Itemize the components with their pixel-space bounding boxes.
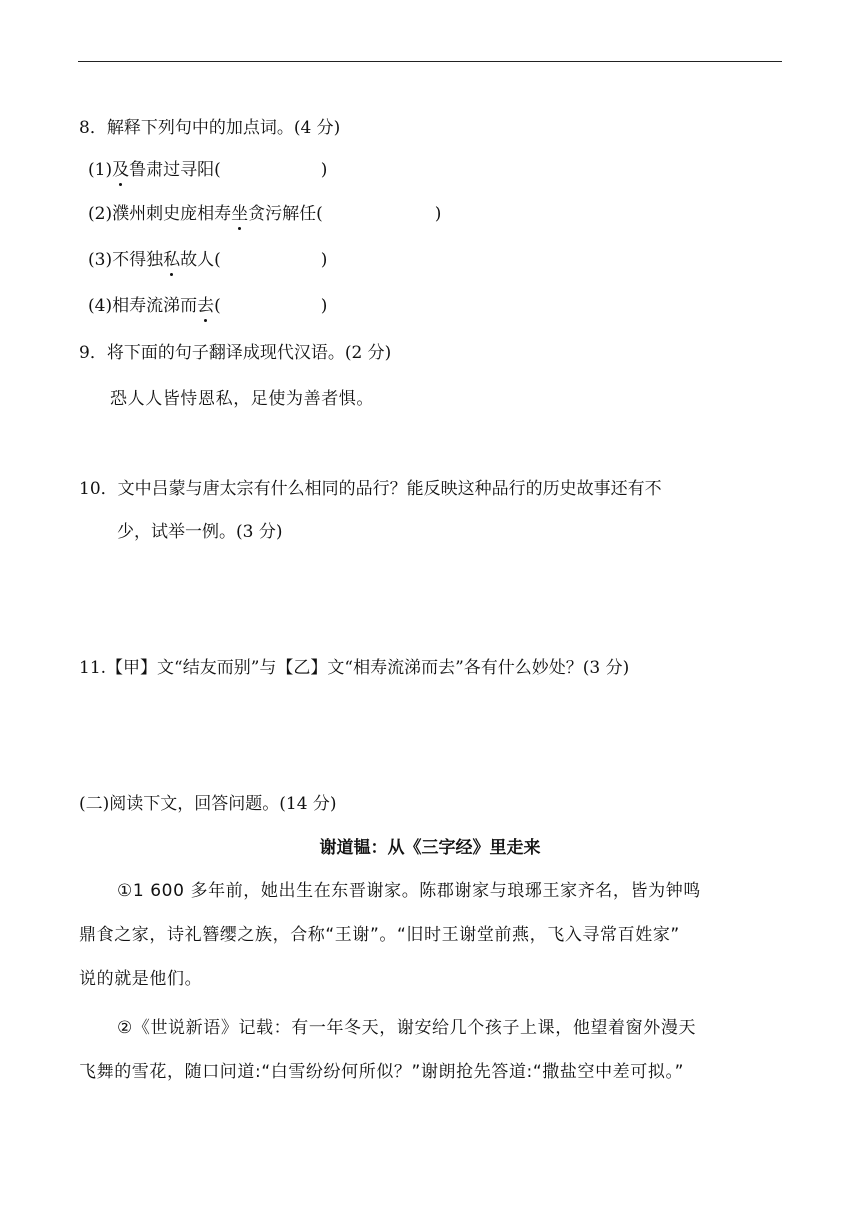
item-text: 鲁肃过寻阳( [129, 160, 221, 180]
dotted-word: 去 [197, 296, 215, 316]
item-close: ) [320, 296, 328, 316]
dotted-word: 及 [112, 160, 130, 180]
paragraph-1-line-3: 说的就是他们。 [79, 969, 203, 989]
passage-title: 谢道韫：从《三字经》里走来 [319, 838, 541, 858]
question-10-line-1: 10．文中吕蒙与唐太宗有什么相同的品行？能反映这种品行的历史故事还有不 [79, 479, 662, 499]
paragraph-1-line-2: 鼎食之家，诗礼簪缨之族，合称“王谢”。“旧时王谢堂前燕，飞入寻常百姓家” [79, 925, 680, 945]
section-2-heading: (二)阅读下文，回答问题。(14 分) [79, 794, 337, 814]
item-close: ) [320, 250, 328, 270]
item-prefix: (2)濮州刺史庞相寿 [88, 204, 232, 224]
paragraph-2-line-2: 飞舞的雪花，随口问道:“白雪纷纷何所似？”谢朗抢先答道:“撒盐空中差可拟。” [79, 1062, 684, 1082]
question-8-stem: 8．解释下列句中的加点词。(4 分) [79, 118, 341, 138]
item-text: ( [214, 296, 221, 316]
item-close: ) [434, 204, 442, 224]
item-close: ) [320, 160, 328, 180]
item-prefix: (3)不得独 [88, 250, 164, 270]
item-text: 故人( [180, 250, 221, 270]
question-8-item-1 [88, 158, 327, 182]
question-9-stem: 9．将下面的句子翻译成现代汉语。(2 分) [79, 343, 392, 363]
item-prefix: (1) [88, 160, 113, 180]
item-prefix: (4)相寿流涕而 [88, 296, 198, 316]
question-8-item-4 [88, 294, 327, 318]
dotted-word: 私 [163, 250, 181, 270]
paragraph-1-line-1: ①1 600 多年前，她出生在东晋谢家。陈郡谢家与琅琊王家齐名，皆为钟鸣 [117, 881, 701, 901]
paragraph-2-line-1: ②《世说新语》记载：有一年冬天，谢安给几个孩子上课，他望着窗外漫天 [117, 1018, 697, 1038]
question-9-sentence: 恐人人皆恃恩私，足使为善者惧。 [110, 389, 374, 409]
header-rule [78, 61, 782, 62]
item-text: 贪污解任( [248, 204, 323, 224]
question-8-item-2 [88, 202, 441, 226]
dotted-word: 坐 [231, 204, 249, 224]
question-11: 11.【甲】文“结友而别”与【乙】文“相寿流涕而去”各有什么妙处？(3 分) [79, 658, 630, 678]
question-8-item-3 [88, 248, 327, 272]
question-10-line-2: 少，试举一例。(3 分) [117, 522, 283, 542]
